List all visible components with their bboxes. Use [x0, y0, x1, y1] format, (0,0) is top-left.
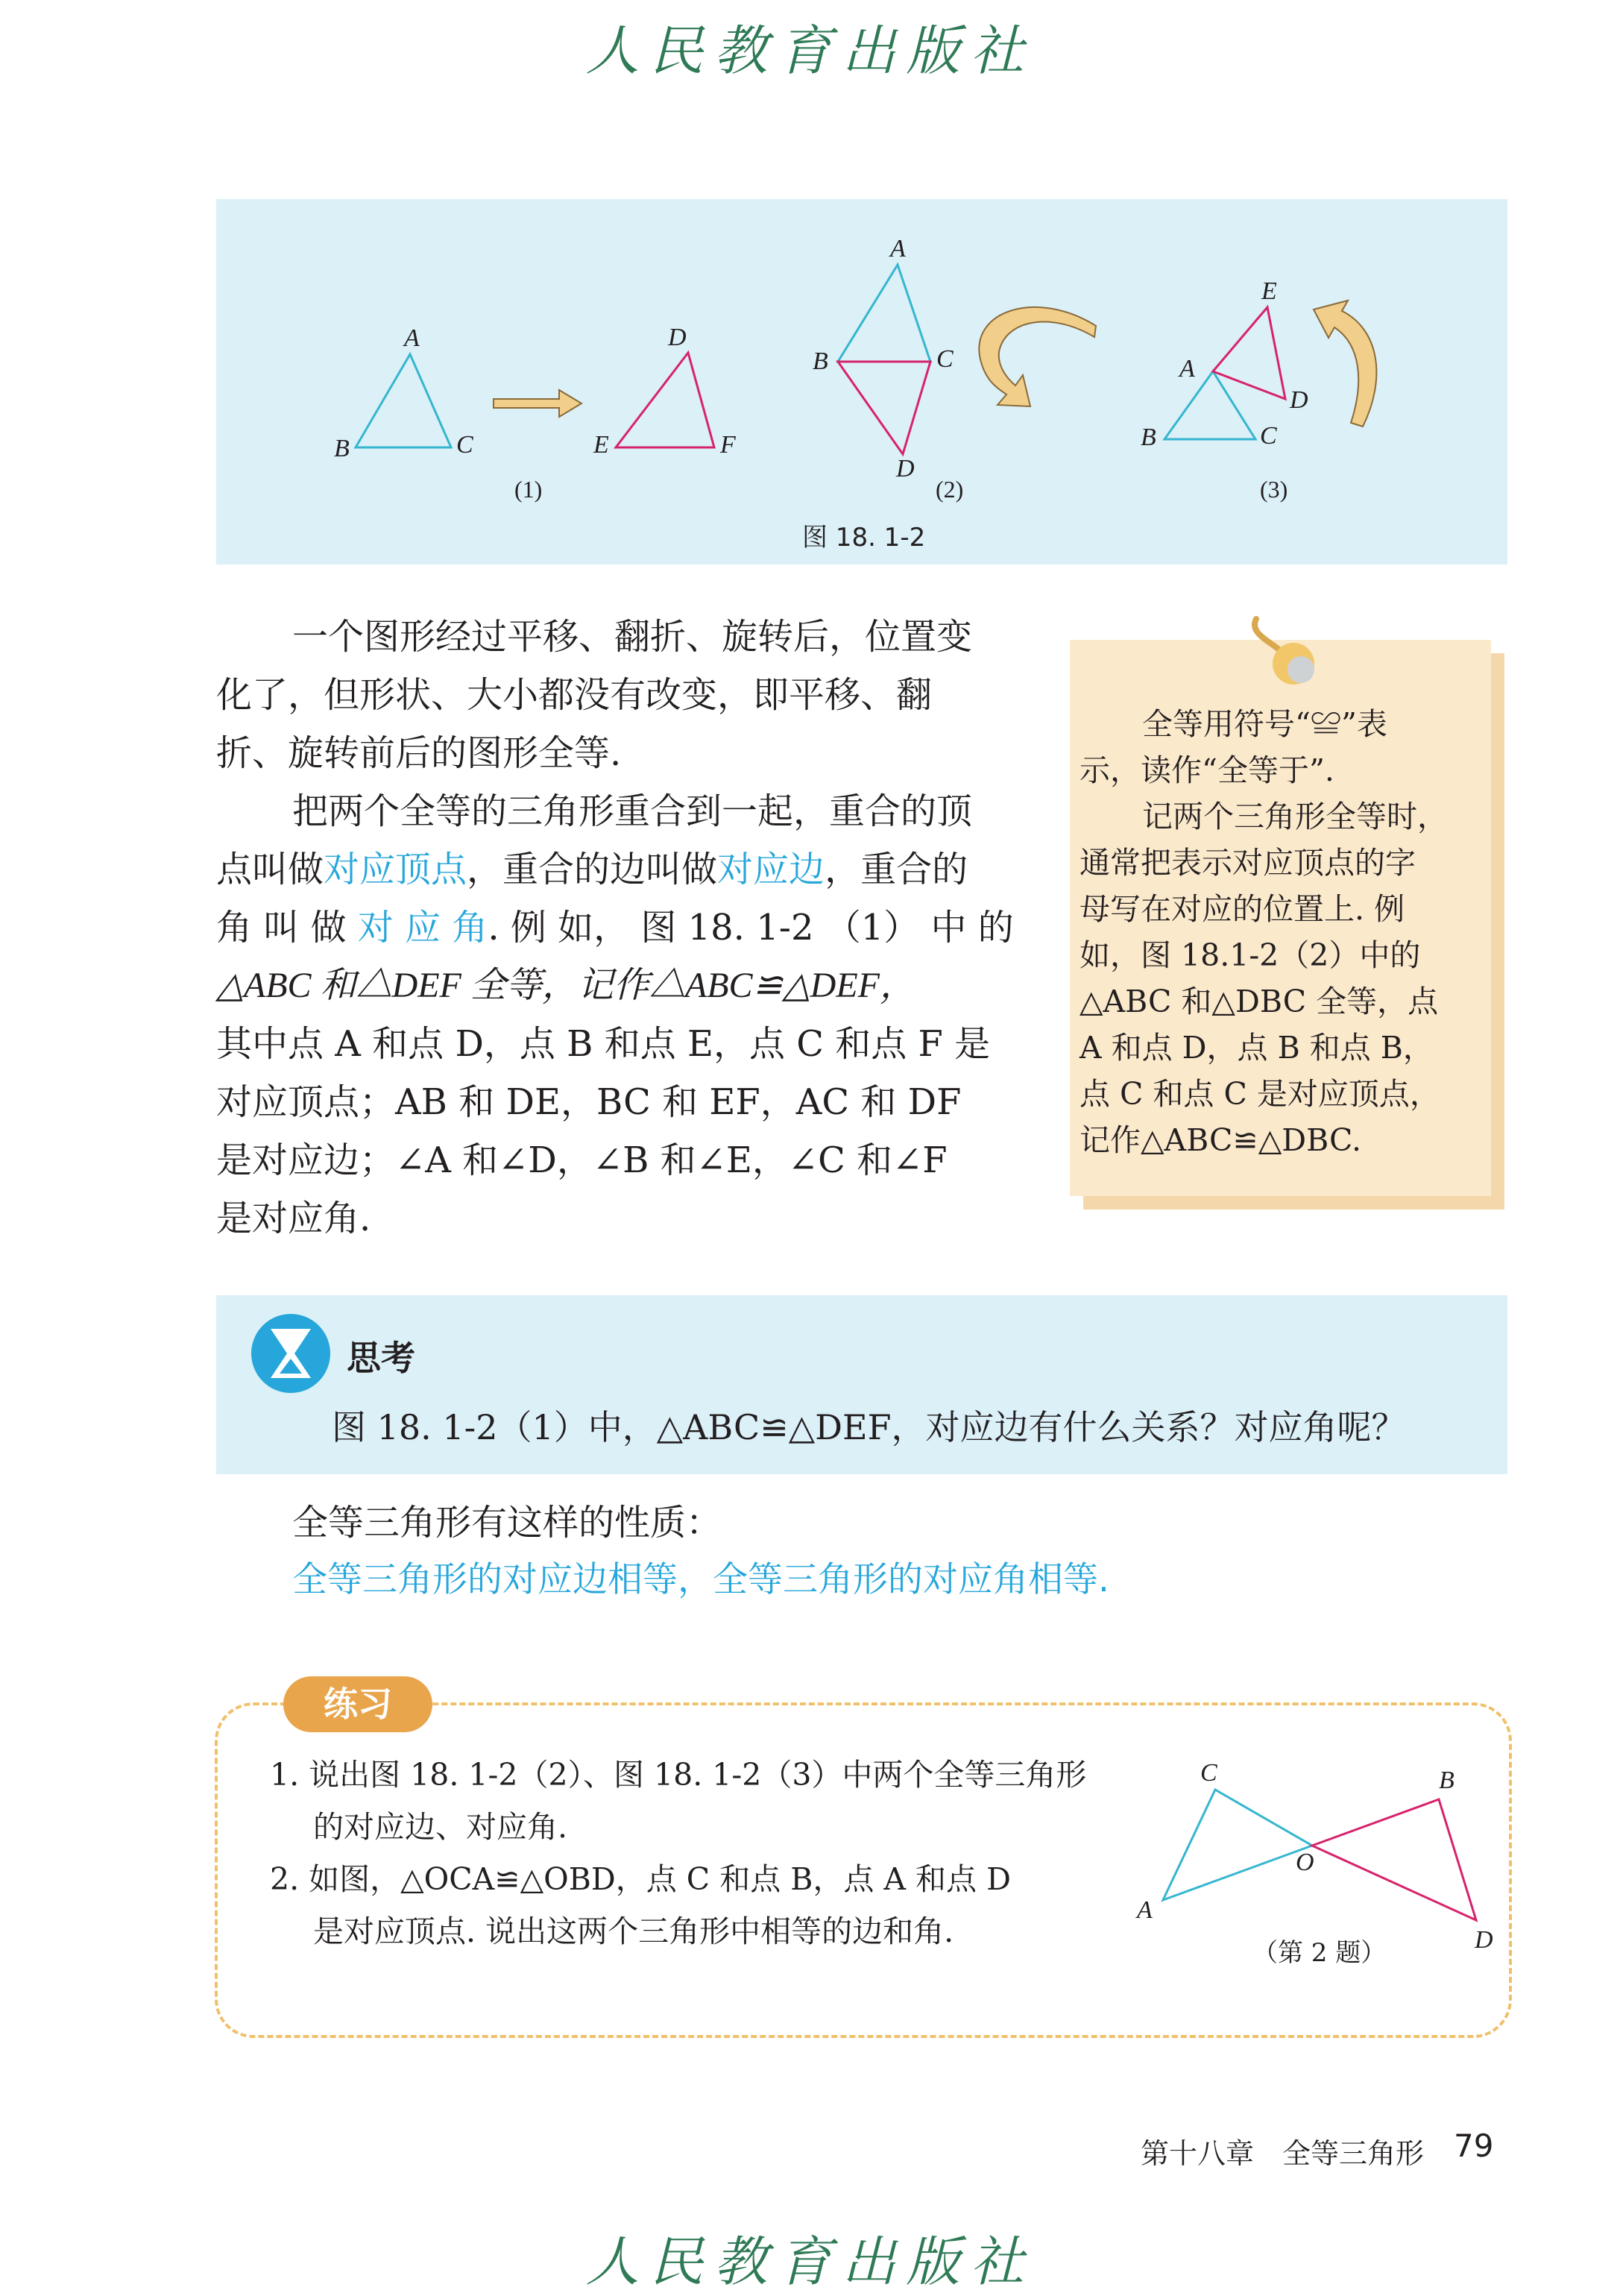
p2-line1: 把两个全等的三角形重合到一起，重合的顶	[292, 790, 973, 832]
rotate-arrow	[1314, 301, 1376, 427]
note-line1: 全等用符号“≌”表	[1142, 706, 1387, 742]
note-line6: 如，图 18.1-2（2）中的	[1080, 937, 1421, 973]
q2-line2: 是对应顶点. 说出这两个三角形中相等的边和角.	[313, 1913, 954, 1949]
sub-caption-3: (3)	[1260, 476, 1288, 503]
footer-chapter: 第十八章 全等三角形	[1141, 2137, 1425, 2170]
label-c-1: C	[456, 431, 473, 459]
label-a-1: A	[404, 324, 420, 352]
side-note-text	[1080, 701, 1482, 1163]
translate-arrow	[494, 390, 582, 417]
flip-arrow	[979, 307, 1096, 406]
label-d-2: D	[896, 455, 915, 482]
label-c-3: C	[1260, 422, 1277, 450]
p2-line5: 其中点 A 和点 D，点 B 和点 E，点 C 和点 F 是	[216, 1023, 991, 1065]
note-line9: 点 C 和点 C 是对应顶点，	[1080, 1076, 1440, 1112]
note-line8: A 和点 D，点 B 和点 B，	[1080, 1030, 1434, 1066]
term-corresponding-angle: 对 应 角	[357, 907, 488, 949]
think-hourglass-icon	[250, 1312, 332, 1394]
triangle-dbc-3	[1213, 307, 1285, 399]
triangle-abc-1	[356, 354, 451, 447]
label-f-1: F	[720, 431, 736, 459]
p2-line2-a: 点叫做	[216, 849, 324, 890]
p2-line3	[216, 899, 1025, 957]
property-intro: 全等三角形有这样的性质：	[292, 1502, 722, 1544]
figure-18-1-2	[216, 199, 1507, 564]
practice-tab: 练习	[283, 1676, 432, 1732]
term-corresponding-side: 对应边	[717, 849, 825, 890]
think-title: 思考	[347, 1338, 415, 1378]
label-b-2: B	[813, 347, 828, 375]
think-question: 图 18. 1-2（1）中，△ABC≌△DEF，对应边有什么关系？对应角呢？	[332, 1407, 1406, 1447]
pin-icon	[1241, 611, 1323, 693]
p2-line4: △ABC 和△DEF 全等，记作△ABC≌△DEF，	[216, 966, 915, 1005]
q1-line2: 的对应边、对应角.	[313, 1809, 568, 1845]
note-line2: 示，读作“全等于”.	[1080, 752, 1334, 788]
label-b: B	[1439, 1767, 1454, 1794]
label-e-1: E	[593, 431, 609, 459]
figure-caption: 图 18. 1-2	[802, 523, 926, 553]
practice-questions	[270, 1749, 1127, 1957]
p1-line1: 一个图形经过平移、翻折、旋转后，位置变	[292, 616, 973, 658]
label-o: O	[1296, 1849, 1314, 1876]
label-a: A	[1137, 1896, 1153, 1924]
practice-figure	[1126, 1745, 1498, 1984]
label-c: C	[1200, 1759, 1217, 1787]
label-e-3: E	[1261, 277, 1277, 305]
p1-line3: 折、旋转前后的图形全等.	[216, 732, 622, 774]
q1-line1: 1. 说出图 18. 1-2（2）、图 18. 1-2（3）中两个全等三角形	[270, 1757, 1087, 1793]
main-body	[216, 608, 1025, 1248]
label-d-1: D	[668, 324, 687, 351]
triangle-oca	[1163, 1790, 1312, 1900]
publisher-watermark-top: 人民教育出版社	[585, 19, 1035, 82]
label-c-2: C	[936, 345, 954, 373]
triangle-dbc-2	[838, 362, 930, 454]
p2-line3-b: . 例 如， 图 18. 1-2 （1） 中 的	[488, 907, 1014, 949]
label-d: D	[1475, 1926, 1493, 1954]
note-line5: 母写在对应的位置上. 例	[1080, 891, 1405, 927]
note-line3: 记两个三角形全等时，	[1142, 799, 1448, 834]
p2-line2	[216, 840, 1025, 899]
note-line7: △ABC 和△DBC 全等，点	[1080, 984, 1439, 1019]
label-a-3: A	[1179, 355, 1195, 383]
label-b-1: B	[334, 435, 350, 462]
p2-line7: 是对应边；∠A 和∠D，∠B 和∠E，∠C 和∠F	[216, 1139, 948, 1181]
label-b-3: B	[1141, 424, 1156, 451]
label-d-3: D	[1290, 386, 1308, 414]
sub-caption-2: (2)	[936, 476, 964, 503]
triangle-def-1	[616, 353, 714, 447]
publisher-watermark-bottom: 人民教育出版社	[585, 2230, 1035, 2293]
footer-page-number: 79	[1454, 2127, 1494, 2164]
p2-line2-c: ，重合的	[825, 849, 968, 890]
note-line10: 记作△ABC≌△DBC.	[1080, 1122, 1361, 1158]
practice-fig-caption: （第 2 题）	[1252, 1938, 1387, 1968]
triangle-abc-2	[838, 265, 930, 362]
p2-line2-b: ，重合的边叫做	[467, 849, 718, 890]
note-line4: 通常把表示对应顶点的字	[1080, 845, 1416, 881]
triangle-obd	[1312, 1799, 1476, 1920]
label-a-2: A	[890, 235, 906, 262]
p2-line6: 对应顶点；AB 和 DE，BC 和 EF，AC 和 DF	[216, 1081, 962, 1123]
sub-caption-1: (1)	[514, 476, 543, 503]
q2-line1: 2. 如图，△OCA≌△OBD，点 C 和点 B，点 A 和点 D	[270, 1861, 1011, 1897]
p2-line3-a: 角 叫 做	[216, 907, 358, 949]
term-corresponding-vertex: 对应顶点	[324, 849, 467, 890]
p1-line2: 化了，但形状、大小都没有改变，即平移、翻	[216, 674, 933, 716]
p2-line8: 是对应角.	[216, 1198, 371, 1239]
property-statement: 全等三角形的对应边相等，全等三角形的对应角相等.	[292, 1559, 1109, 1600]
